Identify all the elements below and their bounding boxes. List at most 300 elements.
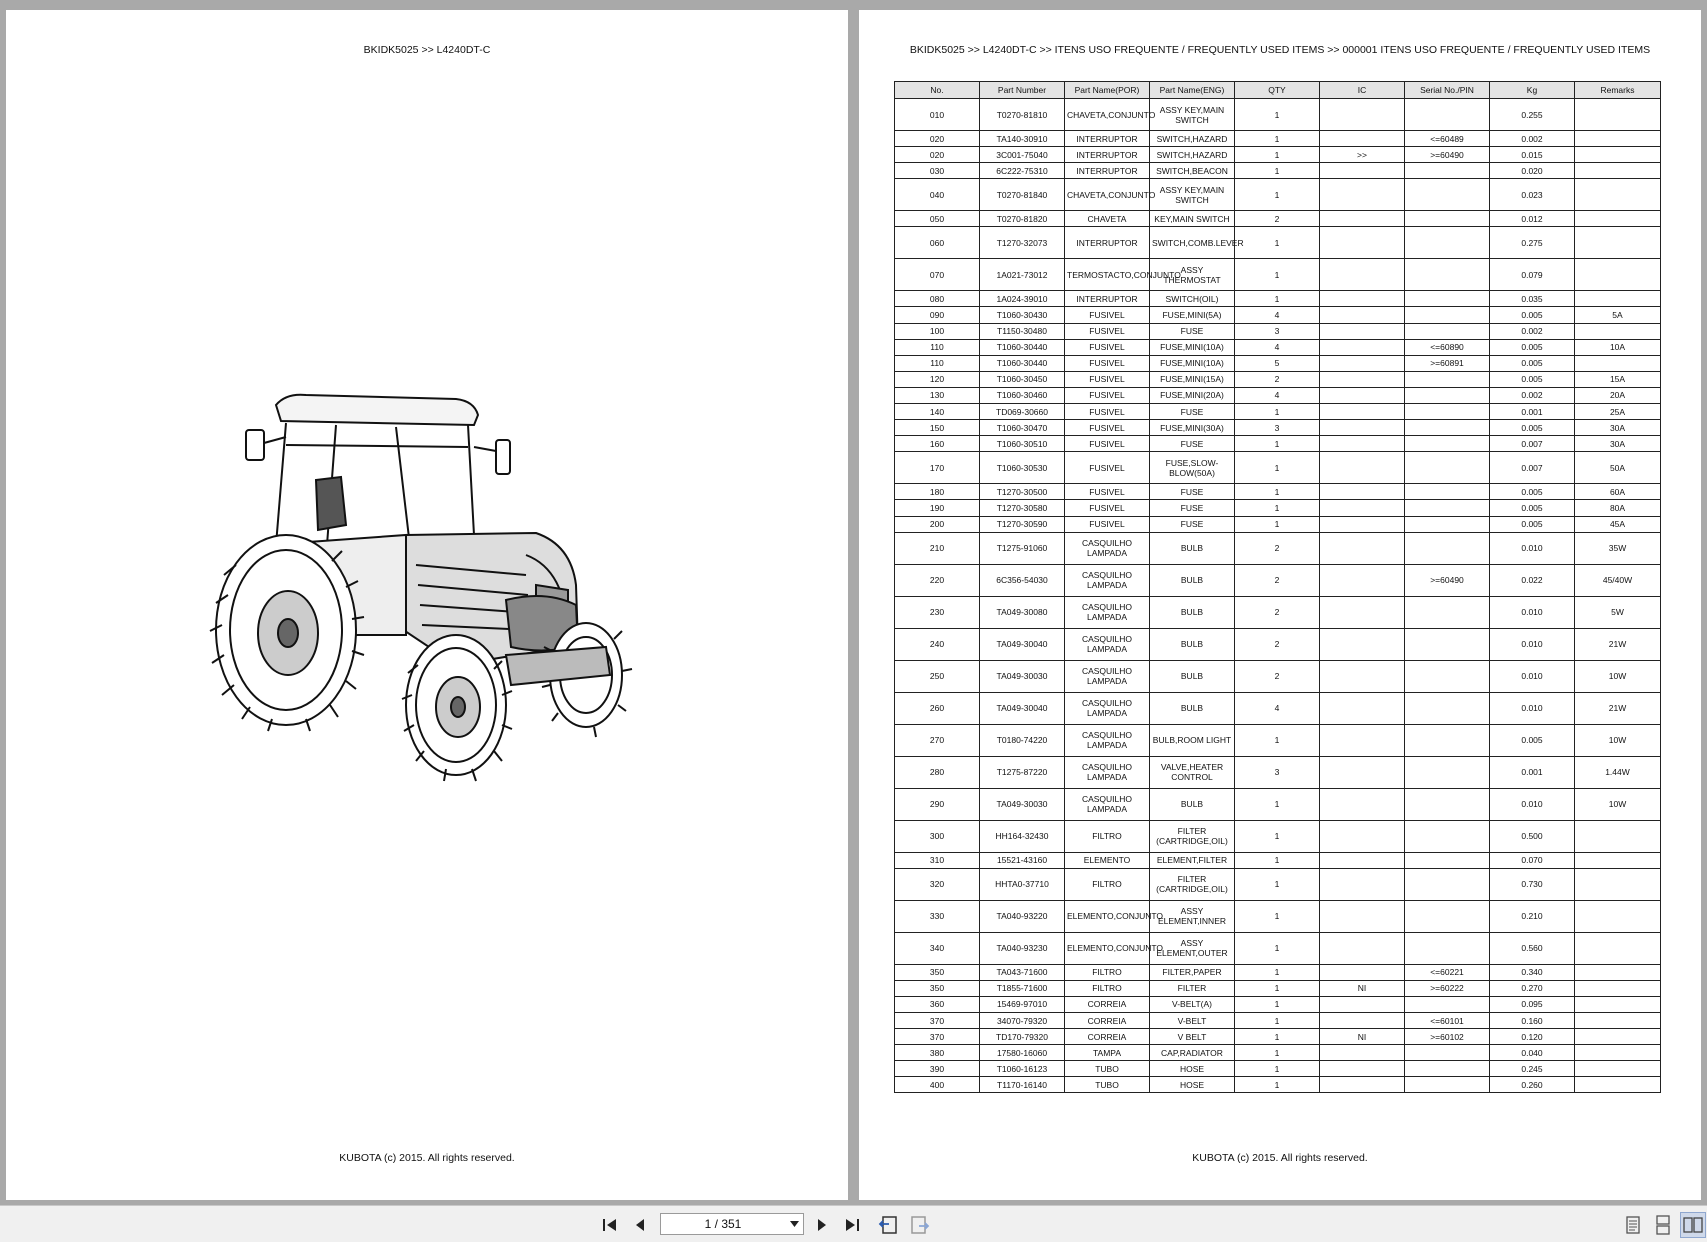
nav-back-icon[interactable] (876, 1213, 900, 1237)
cell-ic (1320, 564, 1405, 596)
cell-qty: 1 (1235, 1077, 1320, 1093)
cell-serial (1405, 163, 1490, 179)
cell-part-name-por: FUSIVEL (1065, 339, 1150, 355)
cell-serial (1405, 452, 1490, 484)
cell-part-name-por: TUBO (1065, 1061, 1150, 1077)
cell-qty: 1 (1235, 1029, 1320, 1045)
cell-qty: 1 (1235, 1061, 1320, 1077)
cell-part-name-eng: FILTER,PAPER (1150, 964, 1235, 980)
cell-no: 160 (895, 436, 980, 452)
cell-part-name-por: INTERRUPTOR (1065, 147, 1150, 163)
cell-no: 210 (895, 532, 980, 564)
table-row (895, 980, 1661, 996)
col-header-ic: IC (1320, 82, 1405, 99)
cell-serial (1405, 404, 1490, 420)
cell-part-name-eng: SWITCH,HAZARD (1150, 147, 1235, 163)
cell-part-number: T1855-71600 (980, 980, 1065, 996)
cell-kg: 0.005 (1490, 484, 1575, 500)
cell-part-number: T1270-32073 (980, 227, 1065, 259)
page-header: BKIDK5025 >> L4240DT-C >> ITENS USO FREQUENTE / FREQUENTLY USED ITEMS >> 000001 ITENS USO FREQUENTE / FREQUENTLY USED ITEMS (909, 44, 1651, 56)
prev-page-icon[interactable] (630, 1215, 650, 1235)
cell-serial: >=60490 (1405, 147, 1490, 163)
cell-part-name-por: CASQUILHO LAMPADA (1065, 564, 1150, 596)
cell-remarks: 10W (1575, 788, 1661, 820)
cell-part-name-eng: BULB (1150, 532, 1235, 564)
next-page-icon[interactable] (812, 1215, 832, 1235)
cell-part-number: T1275-87220 (980, 756, 1065, 788)
cell-part-name-eng: VALVE,HEATER CONTROL (1150, 756, 1235, 788)
cell-part-name-eng: V-BELT (1150, 1012, 1235, 1028)
cell-qty: 1 (1235, 852, 1320, 868)
col-header-part-number: Part Number (980, 82, 1065, 99)
cell-serial: >=60102 (1405, 1029, 1490, 1045)
cell-remarks (1575, 932, 1661, 964)
col-header-serial: Serial No./PIN (1405, 82, 1490, 99)
cell-serial: >=60490 (1405, 564, 1490, 596)
table-row (895, 339, 1661, 355)
cell-part-name-eng: FUSE (1150, 404, 1235, 420)
cell-remarks: 10W (1575, 724, 1661, 756)
cell-part-name-eng: V BELT (1150, 1029, 1235, 1045)
cell-no: 260 (895, 692, 980, 724)
cell-serial: <=60221 (1405, 964, 1490, 980)
cell-ic (1320, 1045, 1405, 1061)
cell-ic (1320, 964, 1405, 980)
cell-remarks (1575, 980, 1661, 996)
cell-ic (1320, 436, 1405, 452)
cell-part-name-eng: FUSE,MINI(15A) (1150, 371, 1235, 387)
cell-remarks (1575, 820, 1661, 852)
cell-part-number: T1060-30440 (980, 339, 1065, 355)
cell-part-name-eng: V-BELT(A) (1150, 996, 1235, 1012)
cell-qty: 4 (1235, 387, 1320, 403)
cell-qty: 1 (1235, 980, 1320, 996)
cell-qty: 2 (1235, 564, 1320, 596)
cell-no: 030 (895, 163, 980, 179)
cell-ic (1320, 339, 1405, 355)
chevron-down-icon[interactable] (785, 1221, 803, 1227)
cell-ic (1320, 516, 1405, 532)
cell-no: 360 (895, 996, 980, 1012)
cell-part-number: TA049-30030 (980, 660, 1065, 692)
cell-part-name-por: FUSIVEL (1065, 371, 1150, 387)
cell-part-number: T1060-30440 (980, 355, 1065, 371)
cell-no: 290 (895, 788, 980, 820)
cell-serial (1405, 628, 1490, 660)
cell-part-name-eng: FUSE,MINI(20A) (1150, 387, 1235, 403)
cell-serial (1405, 996, 1490, 1012)
cell-no: 400 (895, 1077, 980, 1093)
cell-serial: >=60222 (1405, 980, 1490, 996)
page-indicator: 1 / 351 (704, 1217, 742, 1231)
table-row (895, 179, 1661, 211)
cell-part-number: T0270-81840 (980, 179, 1065, 211)
cell-qty: 1 (1235, 291, 1320, 307)
nav-forward-icon[interactable] (908, 1213, 932, 1237)
cell-serial: <=60890 (1405, 339, 1490, 355)
cell-part-number: TA049-30030 (980, 788, 1065, 820)
col-header-no: No. (895, 82, 980, 99)
cell-kg: 0.260 (1490, 1077, 1575, 1093)
cell-remarks: 5W (1575, 596, 1661, 628)
cell-kg: 0.005 (1490, 355, 1575, 371)
cell-serial (1405, 323, 1490, 339)
cell-part-name-por: CASQUILHO LAMPADA (1065, 756, 1150, 788)
cell-serial (1405, 371, 1490, 387)
cell-kg: 0.270 (1490, 980, 1575, 996)
cell-kg: 0.255 (1490, 99, 1575, 131)
cell-serial (1405, 259, 1490, 291)
cell-kg: 0.005 (1490, 339, 1575, 355)
cell-qty: 3 (1235, 756, 1320, 788)
table-row (895, 788, 1661, 820)
cell-part-name-por: FUSIVEL (1065, 307, 1150, 323)
cell-part-name-eng: FILTER (CARTRIDGE,OIL) (1150, 868, 1235, 900)
cell-remarks: 35W (1575, 532, 1661, 564)
cell-ic (1320, 756, 1405, 788)
cell-part-number: 1A024-39010 (980, 291, 1065, 307)
cell-kg: 0.001 (1490, 404, 1575, 420)
table-row (895, 900, 1661, 932)
cell-serial (1405, 900, 1490, 932)
cell-part-number: T1060-30460 (980, 387, 1065, 403)
table-row (895, 452, 1661, 484)
cell-ic (1320, 852, 1405, 868)
table-row (895, 404, 1661, 420)
cell-part-name-por: INTERRUPTOR (1065, 131, 1150, 147)
cell-no: 110 (895, 339, 980, 355)
first-page-icon[interactable] (600, 1215, 620, 1235)
table-row (895, 291, 1661, 307)
cell-part-name-eng: FUSE,MINI(30A) (1150, 420, 1235, 436)
cell-part-number: TA040-93230 (980, 932, 1065, 964)
cell-kg: 0.730 (1490, 868, 1575, 900)
cell-kg: 0.245 (1490, 1061, 1575, 1077)
table-row (895, 1061, 1661, 1077)
table-row (895, 596, 1661, 628)
cell-no: 140 (895, 404, 980, 420)
cell-part-number: T1170-16140 (980, 1077, 1065, 1093)
cell-part-name-por: ELEMENTO,CONJUNTO (1065, 932, 1150, 964)
cell-part-name-eng: BULB (1150, 564, 1235, 596)
cell-part-number: 15469-97010 (980, 996, 1065, 1012)
cell-part-name-por: ELEMENTO (1065, 852, 1150, 868)
page-number-field[interactable] (660, 1213, 804, 1235)
cell-part-name-eng: FUSE (1150, 484, 1235, 500)
cell-part-number: T1060-30470 (980, 420, 1065, 436)
cell-qty: 2 (1235, 532, 1320, 564)
cell-remarks: 80A (1575, 500, 1661, 516)
cell-part-name-eng: ASSY ELEMENT,OUTER (1150, 932, 1235, 964)
cell-part-name-por: CORREIA (1065, 1012, 1150, 1028)
cell-part-number: T1060-16123 (980, 1061, 1065, 1077)
table-row (895, 852, 1661, 868)
cell-serial (1405, 692, 1490, 724)
cell-part-name-eng: ASSY KEY,MAIN SWITCH (1150, 99, 1235, 131)
cell-part-name-por: FUSIVEL (1065, 387, 1150, 403)
col-header-qty: QTY (1235, 82, 1320, 99)
cell-part-name-eng: KEY,MAIN SWITCH (1150, 211, 1235, 227)
two-page-view-icon[interactable] (1680, 1212, 1706, 1238)
col-header-kg: Kg (1490, 82, 1575, 99)
table-row (895, 660, 1661, 692)
cell-part-name-por: CORREIA (1065, 996, 1150, 1012)
cell-remarks: 30A (1575, 420, 1661, 436)
cell-no: 180 (895, 484, 980, 500)
cell-serial (1405, 516, 1490, 532)
cell-ic (1320, 307, 1405, 323)
cell-kg: 0.035 (1490, 291, 1575, 307)
cell-part-name-eng: FUSE,SLOW-BLOW(50A) (1150, 452, 1235, 484)
cell-part-name-eng: ASSY ELEMENT,INNER (1150, 900, 1235, 932)
cell-part-number: T1060-30450 (980, 371, 1065, 387)
cell-no: 390 (895, 1061, 980, 1077)
cell-qty: 1 (1235, 1012, 1320, 1028)
right-page (859, 10, 1701, 1200)
cell-serial (1405, 788, 1490, 820)
col-header-part-name-por: Part Name(POR) (1065, 82, 1150, 99)
cell-ic (1320, 227, 1405, 259)
table-row (895, 628, 1661, 660)
cell-serial (1405, 307, 1490, 323)
cell-ic (1320, 900, 1405, 932)
table-row (895, 371, 1661, 387)
cell-qty: 1 (1235, 484, 1320, 500)
cell-no: 340 (895, 932, 980, 964)
cell-serial: <=60489 (1405, 131, 1490, 147)
last-page-icon[interactable] (842, 1215, 862, 1235)
cell-part-number: TA049-30040 (980, 692, 1065, 724)
cell-ic (1320, 724, 1405, 756)
cell-serial (1405, 179, 1490, 211)
cell-part-number: T1060-30530 (980, 452, 1065, 484)
cell-part-name-por: TAMPA (1065, 1045, 1150, 1061)
cell-kg: 0.079 (1490, 259, 1575, 291)
cell-remarks (1575, 1045, 1661, 1061)
cell-part-name-por: CASQUILHO LAMPADA (1065, 532, 1150, 564)
cell-serial (1405, 756, 1490, 788)
cell-part-name-por: FILTRO (1065, 820, 1150, 852)
cell-kg: 0.007 (1490, 452, 1575, 484)
cell-part-name-por: CHAVETA (1065, 211, 1150, 227)
cell-part-name-eng: FILTER (1150, 980, 1235, 996)
cell-remarks: 5A (1575, 307, 1661, 323)
single-page-view-icon[interactable] (1622, 1214, 1644, 1236)
cell-part-number: T1275-91060 (980, 532, 1065, 564)
page-footer: KUBOTA (c) 2015. All rights reserved. (1192, 1152, 1368, 1164)
table-row (895, 1012, 1661, 1028)
cell-part-number: TA049-30080 (980, 596, 1065, 628)
cell-qty: 1 (1235, 820, 1320, 852)
cell-no: 200 (895, 516, 980, 532)
cell-serial (1405, 660, 1490, 692)
cell-remarks (1575, 868, 1661, 900)
cell-kg: 0.005 (1490, 516, 1575, 532)
cell-part-name-por: INTERRUPTOR (1065, 163, 1150, 179)
cell-part-name-eng: ELEMENT,FILTER (1150, 852, 1235, 868)
table-row (895, 996, 1661, 1012)
cell-kg: 0.010 (1490, 660, 1575, 692)
cell-ic: NI (1320, 980, 1405, 996)
table-row (895, 1077, 1661, 1093)
cell-no: 240 (895, 628, 980, 660)
cell-qty: 1 (1235, 179, 1320, 211)
cell-part-number: T1150-30480 (980, 323, 1065, 339)
cell-part-name-por: FUSIVEL (1065, 516, 1150, 532)
cell-part-name-por: FUSIVEL (1065, 404, 1150, 420)
cell-part-number: 15521-43160 (980, 852, 1065, 868)
cell-kg: 0.010 (1490, 596, 1575, 628)
cell-kg: 0.005 (1490, 420, 1575, 436)
table-row (895, 564, 1661, 596)
cell-kg: 0.275 (1490, 227, 1575, 259)
cell-ic (1320, 291, 1405, 307)
cell-part-name-eng: SWITCH,HAZARD (1150, 131, 1235, 147)
table-row (895, 163, 1661, 179)
cell-kg: 0.210 (1490, 900, 1575, 932)
continuous-view-icon[interactable] (1652, 1214, 1674, 1236)
table-row (895, 756, 1661, 788)
cell-kg: 0.560 (1490, 932, 1575, 964)
cell-kg: 0.160 (1490, 1012, 1575, 1028)
cell-qty: 1 (1235, 99, 1320, 131)
cell-qty: 1 (1235, 131, 1320, 147)
cell-remarks: 45/40W (1575, 564, 1661, 596)
cell-remarks: 21W (1575, 692, 1661, 724)
cell-kg: 0.002 (1490, 131, 1575, 147)
table-header-row (895, 82, 1661, 99)
cell-part-name-por: FILTRO (1065, 964, 1150, 980)
cell-part-number: 17580-16060 (980, 1045, 1065, 1061)
cell-part-name-eng: BULB (1150, 660, 1235, 692)
cell-remarks: 50A (1575, 452, 1661, 484)
cell-remarks (1575, 227, 1661, 259)
cell-part-number: TD069-30660 (980, 404, 1065, 420)
cell-qty: 4 (1235, 339, 1320, 355)
table-row (895, 147, 1661, 163)
cell-qty: 1 (1235, 147, 1320, 163)
cell-part-name-eng: BULB (1150, 596, 1235, 628)
cell-remarks (1575, 259, 1661, 291)
cell-qty: 1 (1235, 724, 1320, 756)
cell-part-name-eng: BULB (1150, 628, 1235, 660)
table-row (895, 131, 1661, 147)
cell-ic (1320, 404, 1405, 420)
cell-part-name-por: ELEMENTO,CONJUNTO (1065, 900, 1150, 932)
cell-no: 080 (895, 291, 980, 307)
cell-remarks: 45A (1575, 516, 1661, 532)
cell-part-name-por: FILTRO (1065, 980, 1150, 996)
cell-qty: 3 (1235, 323, 1320, 339)
cell-ic (1320, 163, 1405, 179)
cell-no: 020 (895, 147, 980, 163)
cell-part-number: TA140-30910 (980, 131, 1065, 147)
table-row (895, 932, 1661, 964)
cell-kg: 0.015 (1490, 147, 1575, 163)
cell-part-name-eng: FUSE,MINI(5A) (1150, 307, 1235, 323)
parts-table-body (895, 99, 1661, 1093)
cell-serial (1405, 227, 1490, 259)
cell-part-name-eng: BULB (1150, 788, 1235, 820)
cell-remarks: 1.44W (1575, 756, 1661, 788)
cell-remarks: 21W (1575, 628, 1661, 660)
cell-serial: >=60891 (1405, 355, 1490, 371)
cell-ic (1320, 692, 1405, 724)
cell-serial (1405, 436, 1490, 452)
cell-remarks (1575, 1029, 1661, 1045)
cell-kg: 0.023 (1490, 179, 1575, 211)
cell-qty: 4 (1235, 307, 1320, 323)
cell-part-number: T0180-74220 (980, 724, 1065, 756)
cell-kg: 0.010 (1490, 692, 1575, 724)
cell-part-name-eng: FUSE (1150, 436, 1235, 452)
cell-part-name-por: FUSIVEL (1065, 436, 1150, 452)
cell-serial: <=60101 (1405, 1012, 1490, 1028)
cell-no: 060 (895, 227, 980, 259)
cell-ic (1320, 660, 1405, 692)
cell-remarks (1575, 291, 1661, 307)
cell-remarks (1575, 131, 1661, 147)
cell-qty: 1 (1235, 964, 1320, 980)
cell-no: 350 (895, 980, 980, 996)
cell-no: 090 (895, 307, 980, 323)
cell-ic (1320, 179, 1405, 211)
cell-qty: 1 (1235, 1045, 1320, 1061)
cell-kg: 0.005 (1490, 724, 1575, 756)
cell-remarks (1575, 211, 1661, 227)
cell-kg: 0.340 (1490, 964, 1575, 980)
cell-kg: 0.020 (1490, 163, 1575, 179)
table-row (895, 1045, 1661, 1061)
cell-kg: 0.095 (1490, 996, 1575, 1012)
table-row (895, 964, 1661, 980)
table-row (895, 355, 1661, 371)
cell-part-name-eng: ASSY KEY,MAIN SWITCH (1150, 179, 1235, 211)
cell-ic: NI (1320, 1029, 1405, 1045)
cell-ic (1320, 532, 1405, 564)
cell-part-number: HHTA0-37710 (980, 868, 1065, 900)
cell-serial (1405, 211, 1490, 227)
cell-part-number: T1060-30430 (980, 307, 1065, 323)
cell-remarks: 10A (1575, 339, 1661, 355)
table-row (895, 484, 1661, 500)
cell-ic (1320, 387, 1405, 403)
cell-serial (1405, 724, 1490, 756)
cell-kg: 0.005 (1490, 371, 1575, 387)
cell-part-name-por: INTERRUPTOR (1065, 227, 1150, 259)
cell-kg: 0.002 (1490, 323, 1575, 339)
cell-no: 120 (895, 371, 980, 387)
cell-part-name-por: FUSIVEL (1065, 355, 1150, 371)
cell-serial (1405, 1061, 1490, 1077)
cell-no: 020 (895, 131, 980, 147)
cell-part-name-eng: SWITCH(OIL) (1150, 291, 1235, 307)
cell-remarks (1575, 1077, 1661, 1093)
cell-part-name-eng: FUSE (1150, 516, 1235, 532)
col-header-remarks: Remarks (1575, 82, 1661, 99)
cell-no: 010 (895, 99, 980, 131)
cell-qty: 5 (1235, 355, 1320, 371)
cell-part-name-eng: FUSE,MINI(10A) (1150, 355, 1235, 371)
cell-remarks: 20A (1575, 387, 1661, 403)
cell-part-name-por: TUBO (1065, 1077, 1150, 1093)
table-row (895, 516, 1661, 532)
cell-part-name-por: CASQUILHO LAMPADA (1065, 692, 1150, 724)
cell-part-number: 1A021-73012 (980, 259, 1065, 291)
cell-qty: 1 (1235, 436, 1320, 452)
cell-kg: 0.022 (1490, 564, 1575, 596)
table-row (895, 211, 1661, 227)
